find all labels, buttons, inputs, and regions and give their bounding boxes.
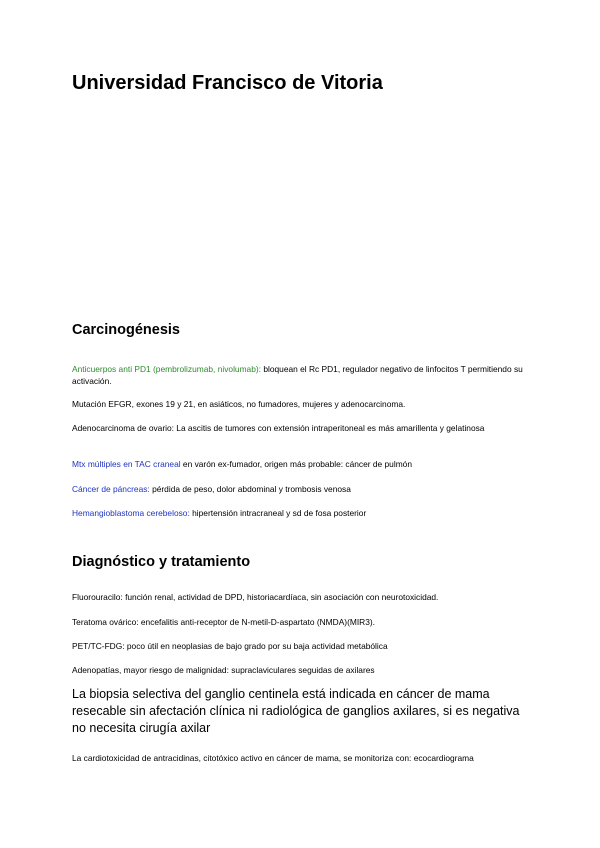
paragraph-ovarian xyxy=(72,422,532,434)
paragraph-text: hipertensión intracraneal y sd de fosa posterior xyxy=(189,508,367,518)
paragraph-anti-pd1 xyxy=(72,363,532,387)
paragraph-text: en varón ex-fumador, origen más probable: cáncer de pulmón xyxy=(180,459,412,469)
paragraph-mtx xyxy=(72,458,532,470)
paragraph-cardiotoxicidad: La cardiotoxicidad de antracidinas, citotóxico activo en cáncer de mama, se monitoriza con: ecocardiograma xyxy=(72,753,474,763)
highlight-text: Anticuerpos anti PD1 (pembrolizumab, nivolumab): xyxy=(72,364,261,374)
document-title: Universidad Francisco de Vitoria xyxy=(72,72,383,94)
section-heading-diagnostico: Diagnóstico y tratamiento xyxy=(72,554,251,570)
paragraph-egfr xyxy=(72,398,532,410)
highlight-text: Hemangioblastoma cerebeloso: xyxy=(72,508,190,518)
section-heading-carcinogenesis: Carcinogénesis xyxy=(72,322,180,338)
paragraph-text: bloquean el Rc PD1, regulador negativo de linfocitos T permitiendo su activación. xyxy=(72,364,523,386)
highlight-text: Cáncer de páncreas: xyxy=(72,484,150,494)
paragraph-biopsia: La biopsia selectiva del ganglio centinela está indicada en cáncer de mama resecable sin afectación clínica ni radiológica de ganglios axilares, si es negativa no necesita cirugía axilar xyxy=(72,687,520,735)
paragraph-pet-tc: PET/TC-FDG: poco útil en neoplasias de bajo grado por su baja actividad metabólica xyxy=(72,641,388,651)
paragraph-fluorouracilo: Fluorouracilo: función renal, actividad de DPD, historiacardíaca, sin asociación con neurotoxicidad. xyxy=(72,592,439,602)
paragraph-text: Mutación EFGR, exones 19 y 21, en asiáticos, no fumadores, mujeres y adenocarcinoma. xyxy=(72,399,406,409)
paragraph-text: Adenocarcinoma de ovario: La ascitis de tumores con extensión intraperitoneal es más amarillenta y gelatinosa xyxy=(72,423,485,433)
paragraph-text: pérdida de peso, dolor abdominal y trombosis venosa xyxy=(149,484,351,494)
paragraph-pancreas xyxy=(72,483,532,495)
paragraph-adenopatias: Adenopatías, mayor riesgo de malignidad: supraclaviculares seguidas de axilares xyxy=(72,665,375,675)
highlight-text: Mtx múltiples en TAC craneal xyxy=(72,459,181,469)
paragraph-teratoma: Teratoma ovárico: encefalitis anti-receptor de N-metil-D-aspartato (NMDA)(MIR3). xyxy=(72,617,375,627)
paragraph-hemangioblastoma xyxy=(72,507,532,519)
